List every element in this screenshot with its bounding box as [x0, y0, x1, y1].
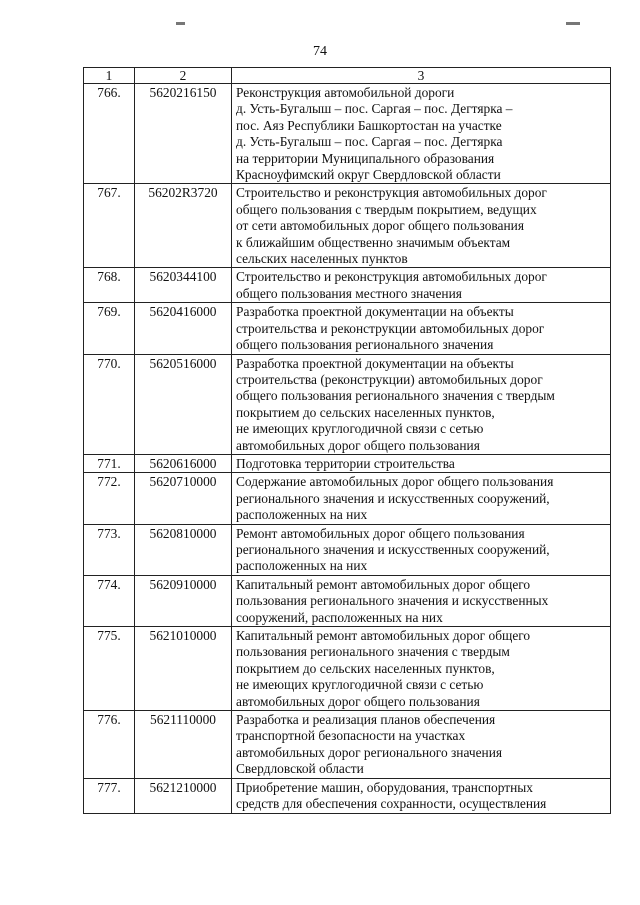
table-row: [84, 575, 611, 626]
table-row: [84, 303, 611, 354]
scan-mark-right: [566, 22, 580, 25]
page-number: 74: [313, 44, 327, 59]
table-row: [84, 711, 611, 779]
row-number: 769.: [84, 303, 135, 354]
row-number: 771.: [84, 454, 135, 472]
row-name: Капитальный ремонт автомобильных дорог общего пользования регионального значения и искусственных сооружений, расположенных на них: [232, 575, 611, 626]
row-number: 773.: [84, 524, 135, 575]
row-code: 5620516000: [135, 354, 232, 454]
row-code: 5621010000: [135, 627, 232, 711]
header-col-3: 3: [232, 68, 611, 84]
budget-code-table: [83, 67, 611, 814]
row-code: 5620910000: [135, 575, 232, 626]
header-col-1: 1: [84, 68, 135, 84]
row-name: Приобретение машин, оборудования, транспортных средств для обеспечения сохранности, осуществления: [232, 778, 611, 813]
row-code: 5620710000: [135, 473, 232, 524]
table-header-row: [84, 68, 611, 84]
row-number: 768.: [84, 268, 135, 303]
row-name: Разработка и реализация планов обеспечения транспортной безопасности на участках автомобильных дорог регионального значения Свердловской области: [232, 711, 611, 779]
row-name: Капитальный ремонт автомобильных дорог общего пользования регионального значения с твердым покрытием до сельских населенных пунктов, не имеющих круглогодичной связи с сетью автомобильных дорог общего пользования: [232, 627, 611, 711]
header-col-2: 2: [135, 68, 232, 84]
row-code: 56202R3720: [135, 184, 232, 268]
row-name: Содержание автомобильных дорог общего пользования регионального значения и искусственных сооружений, расположенных на них: [232, 473, 611, 524]
row-number: 776.: [84, 711, 135, 779]
row-number: 770.: [84, 354, 135, 454]
table-row: [84, 778, 611, 813]
row-name: Разработка проектной документации на объекты строительства и реконструкции автомобильных дорог общего пользования регионального значения: [232, 303, 611, 354]
row-code: 5620216150: [135, 84, 232, 184]
table-row: [84, 524, 611, 575]
row-number: 774.: [84, 575, 135, 626]
table-row: [84, 268, 611, 303]
row-code: 5621110000: [135, 711, 232, 779]
table-row: [84, 184, 611, 268]
table-row: [84, 84, 611, 184]
row-name: Строительство и реконструкция автомобильных дорог общего пользования местного значения: [232, 268, 611, 303]
row-name: Реконструкция автомобильной дороги д. Усть-Бугалыш – пос. Саргая – пос. Дегтярка – пос. Аяз Республики Башкортостан на участке д. Усть-Бугалыш – пос. Саргая – пос. Дегтярка на территории Муниципального образования Красноуфимский округ Свердловской области: [232, 84, 611, 184]
row-code: 5620416000: [135, 303, 232, 354]
table-row: [84, 454, 611, 472]
row-number: 766.: [84, 84, 135, 184]
scan-mark-left: [176, 22, 185, 25]
row-name: Подготовка территории строительства: [232, 454, 611, 472]
row-code: 5620344100: [135, 268, 232, 303]
row-name: Строительство и реконструкция автомобильных дорог общего пользования с твердым покрытием, ведущих от сети автомобильных дорог общего пользования к ближайшим общественно значимым объектам сельских населенных пунктов: [232, 184, 611, 268]
row-number: 777.: [84, 778, 135, 813]
row-number: 772.: [84, 473, 135, 524]
table-row: [84, 627, 611, 711]
row-number: 775.: [84, 627, 135, 711]
row-code: 5621210000: [135, 778, 232, 813]
row-number: 767.: [84, 184, 135, 268]
row-name: Разработка проектной документации на объекты строительства (реконструкции) автомобильных дорог общего пользования регионального значения с твердым покрытием до сельских населенных пунктов, не имеющих круглогодичной связи с сетью автомобильных дорог общего пользования: [232, 354, 611, 454]
row-code: 5620616000: [135, 454, 232, 472]
row-code: 5620810000: [135, 524, 232, 575]
row-name: Ремонт автомобильных дорог общего пользования регионального значения и искусственных сооружений, расположенных на них: [232, 524, 611, 575]
table-row: [84, 354, 611, 454]
table-row: [84, 473, 611, 524]
